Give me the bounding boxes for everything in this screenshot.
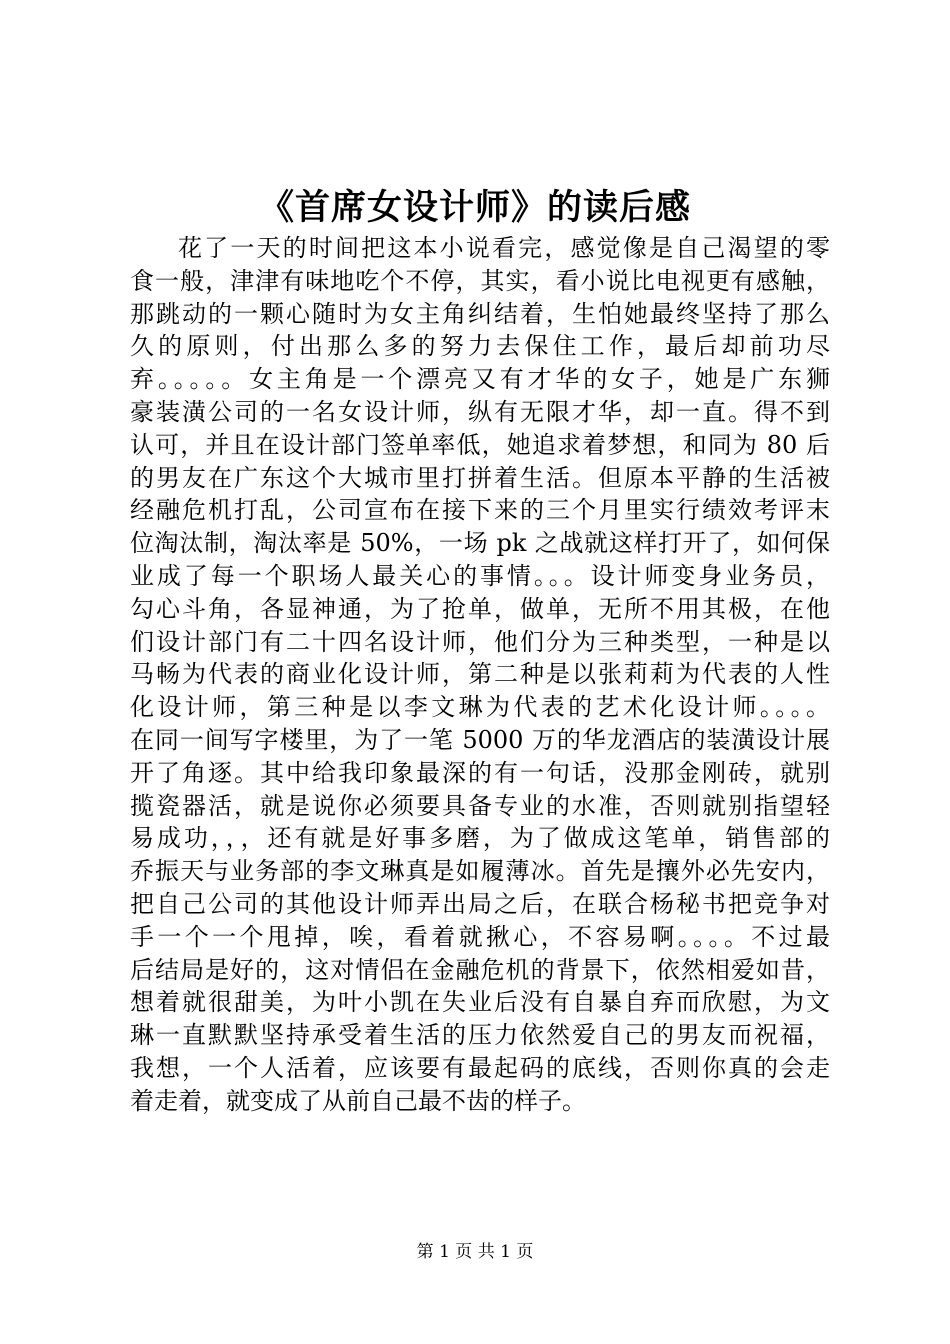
body-line: 的男友在广东这个大城市里打拼着生活。但原本平静的生活被	[130, 463, 830, 492]
body-line: 马畅为代表的商业化设计师，第二种是以张莉莉为代表的人性	[130, 660, 830, 689]
body-line: 豪装潢公司的一名女设计师，纵有无限才华，却一直。得不到	[130, 397, 830, 426]
body-line: 化设计师，第三种是以李文琳为代表的艺术化设计师。。。。	[130, 693, 830, 722]
body-line: 手一个一个甩掉，唉，看着就揪心，不容易啊。。。。不过最	[130, 922, 830, 951]
body-line: 在同一间写字楼里，为了一笔 5000 万的华龙酒店的装潢设计展	[130, 725, 830, 754]
body-line: 易成功，，，还有就是好事多磨，为了做成这笔单，销售部的	[130, 824, 830, 853]
body-line: 位淘汰制，淘汰率是 50%，一场 pk 之战就这样打开了，如何保	[130, 529, 830, 558]
body-line: 业成了每一个职场人最关心的事情。。。设计师变身业务员，	[130, 561, 830, 590]
body-line: 我想，一个人活着，应该要有最起码的底线，否则你真的会走	[130, 1053, 830, 1082]
body-line: 乔振天与业务部的李文琳真是如履薄冰。首先是攘外必先安内，	[130, 857, 830, 886]
body-line: 们设计部门有二十四名设计师，他们分为三种类型，一种是以	[130, 627, 830, 656]
document-title: 《首席女设计师》的读后感	[258, 187, 691, 228]
body-line: 经融危机打乱，公司宣布在接下来的三个月里实行绩效考评末	[130, 496, 830, 525]
body-line: 后结局是好的，这对情侣在金融危机的背景下，依然相爱如昔，	[130, 955, 830, 984]
body-line: 把自己公司的其他设计师弄出局之后，在联合杨秘书把竞争对	[130, 889, 830, 918]
body-line: 花了一天的时间把这本小说看完，感觉像是自己渴望的零	[178, 234, 830, 262]
body-line: 琳一直默默坚持承受着生活的压力依然爱自己的男友而祝福，	[130, 1021, 830, 1050]
body-line: 勾心斗角，各显神通，为了抢单，做单，无所不用其极，在他	[130, 594, 830, 623]
page-footer: 第 1 页 共 1 页	[416, 1242, 534, 1262]
body-line: 弃。。。。。女主角是一个漂亮又有才华的女子，她是广东狮	[130, 365, 830, 394]
document-body	[130, 232, 830, 1118]
body-line: 那跳动的一颗心随时为女主角纠结着，生怕她最终坚持了那么	[130, 299, 830, 328]
body-line: 着走着，就变成了从前自己最不齿的样子。	[130, 1086, 586, 1115]
body-line: 开了角逐。其中给我印象最深的有一句话，没那金刚砖，就别	[130, 758, 830, 787]
body-line: 久的原则，付出那么多的努力去保住工作，最后却前功尽	[130, 332, 830, 361]
body-line: 食一般，津津有味地吃个不停，其实，看小说比电视更有感触，	[130, 266, 830, 295]
body-line: 想着就很甜美，为叶小凯在失业后没有自暴自弃而欣慰，为文	[130, 988, 830, 1017]
body-line: 揽瓷器活，就是说你必须要具备专业的水准，否则就别指望轻	[130, 791, 830, 820]
body-line: 认可，并且在设计部门签单率低，她追求着梦想，和同为 80 后	[130, 430, 830, 459]
